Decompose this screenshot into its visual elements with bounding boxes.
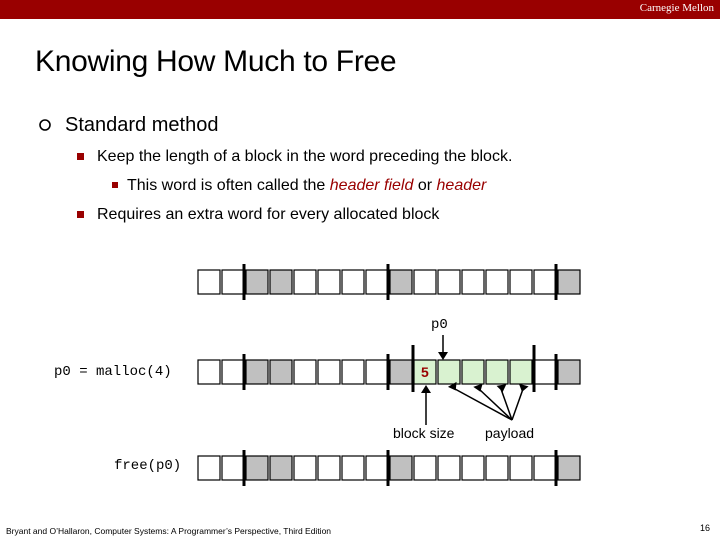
bullet-extra-word: Requires an extra word for every allocated block — [97, 206, 440, 223]
heap-row-initial — [198, 264, 580, 300]
header-text-mid: or — [413, 177, 437, 194]
payload-label: payload — [485, 425, 535, 441]
payload-arrows-icon — [448, 382, 529, 420]
footer-citation: Bryant and O’Hallaron, Computer Systems: A Programmer’s Perspective, Third Edition — [6, 526, 332, 536]
block-size-arrow-icon — [421, 385, 431, 425]
bullet-keep-length: Keep the length of a block in the word preceding the block. — [97, 148, 513, 165]
term-header: header — [436, 177, 487, 194]
block-size-label: block size — [393, 425, 455, 441]
slide-title: Knowing How Much to Free — [35, 45, 397, 78]
page-number: 16 — [700, 523, 711, 533]
heap-row-after-free — [198, 450, 580, 486]
header-value: 5 — [421, 364, 429, 380]
brand-label: Carnegie Mellon — [639, 2, 714, 14]
pointer-label: p0 — [431, 317, 448, 333]
term-header-field: header field — [329, 177, 414, 194]
malloc-call-label: p0 = malloc(4) — [54, 364, 172, 380]
pointer-arrow-icon — [438, 335, 448, 360]
header-text-prefix: This word is often called the — [127, 177, 330, 194]
bullet-standard-method: Standard method — [65, 114, 219, 136]
free-call-label: free(p0) — [114, 458, 182, 474]
